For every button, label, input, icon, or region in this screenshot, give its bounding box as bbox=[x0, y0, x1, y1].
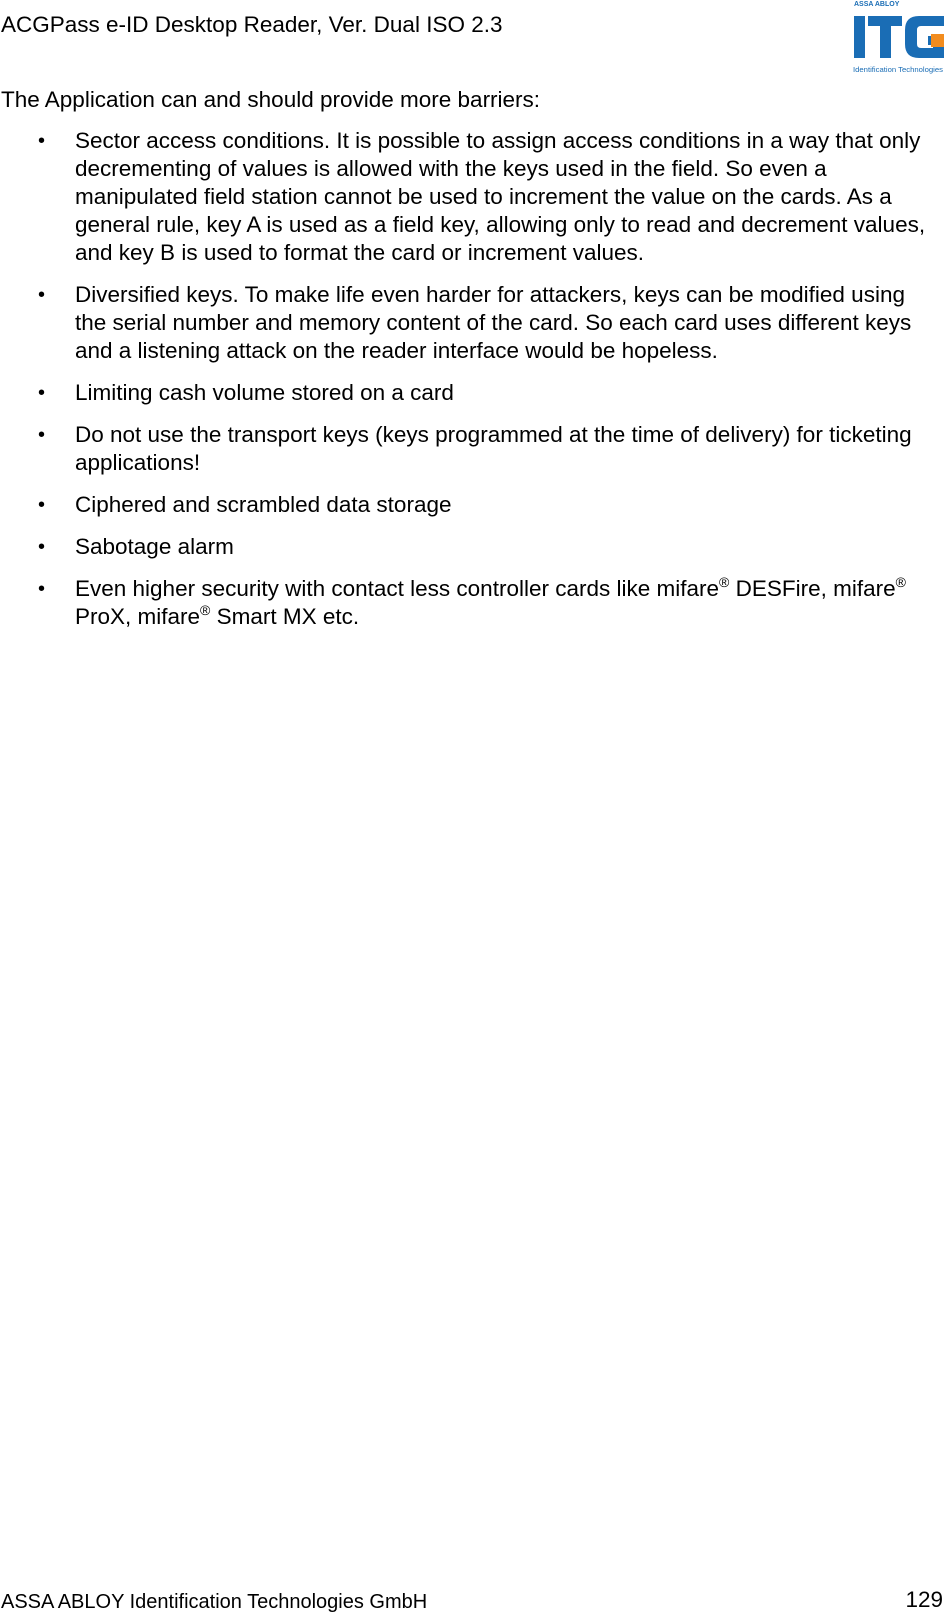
footer-company-name: ASSA ABLOY Identification Technologies GmbH bbox=[1, 1591, 428, 1613]
list-item bbox=[1, 575, 936, 631]
text-segment: DESFire, mifare bbox=[729, 576, 896, 601]
list-item-text: Sector access conditions. It is possible to assign access conditions in a way that only decrementing of values is allowed with the keys used in the field. So even a manipulated field station cannot be used to increment the value on the cards. As a general rule, key A is used as a field key, allowing only to read and decrement values, and key B is used to format the card or increment values. bbox=[75, 128, 926, 265]
assa-abloy-itg-logo bbox=[851, 0, 945, 76]
registered-mark: ® bbox=[719, 574, 730, 590]
logo-letter-t-stem bbox=[880, 16, 891, 58]
registered-mark: ® bbox=[895, 574, 906, 590]
bullet-icon: • bbox=[38, 130, 46, 152]
list-item-text: Ciphered and scrambled data storage bbox=[75, 492, 452, 517]
logo-letter-i bbox=[854, 16, 865, 58]
logo-orange-accent bbox=[931, 34, 944, 47]
list-item-text: Diversified keys. To make life even harder for attackers, keys can be modified using the serial number and memory content of the card. So each card uses different keys and a listening attack on the reader interface would be hopeless. bbox=[75, 282, 912, 363]
text-segment: Even higher security with contact less controller cards like mifare bbox=[75, 576, 720, 601]
itg-logo-graphic bbox=[851, 0, 945, 76]
text-segment: ProX, mifare bbox=[75, 604, 201, 629]
list-item bbox=[1, 379, 936, 407]
list-item-text bbox=[75, 576, 906, 629]
bullet-icon: • bbox=[38, 494, 46, 516]
page-number: 129 bbox=[905, 1587, 943, 1612]
list-item-text: Sabotage alarm bbox=[75, 534, 234, 559]
bullet-icon: • bbox=[38, 424, 46, 446]
list-item bbox=[1, 127, 936, 267]
list-item-text: Limiting cash volume stored on a card bbox=[75, 380, 454, 405]
list-item bbox=[1, 281, 936, 365]
list-item bbox=[1, 421, 936, 477]
bullet-icon: • bbox=[38, 382, 46, 404]
logo-top-text: ASSA ABLOY bbox=[854, 1, 900, 8]
list-item bbox=[1, 533, 936, 561]
document-title: ACGPass e-ID Desktop Reader, Ver. Dual ISO 2.3 bbox=[1, 12, 503, 37]
bullet-icon: • bbox=[38, 536, 46, 558]
list-item bbox=[1, 491, 936, 519]
page-content bbox=[1, 86, 936, 645]
text-segment: Smart MX etc. bbox=[210, 604, 360, 629]
intro-paragraph: The Application can and should provide more barriers: bbox=[1, 87, 541, 112]
page-footer bbox=[0, 1588, 945, 1614]
bullet-icon: • bbox=[38, 578, 46, 600]
list-item-text: Do not use the transport keys (keys programmed at the time of delivery) for ticketing applications! bbox=[75, 422, 912, 475]
barrier-list bbox=[1, 127, 936, 631]
registered-mark: ® bbox=[200, 602, 211, 618]
bullet-icon: • bbox=[38, 284, 46, 306]
page-header bbox=[0, 0, 945, 80]
logo-bottom-text: Identification Technologies bbox=[853, 65, 944, 74]
